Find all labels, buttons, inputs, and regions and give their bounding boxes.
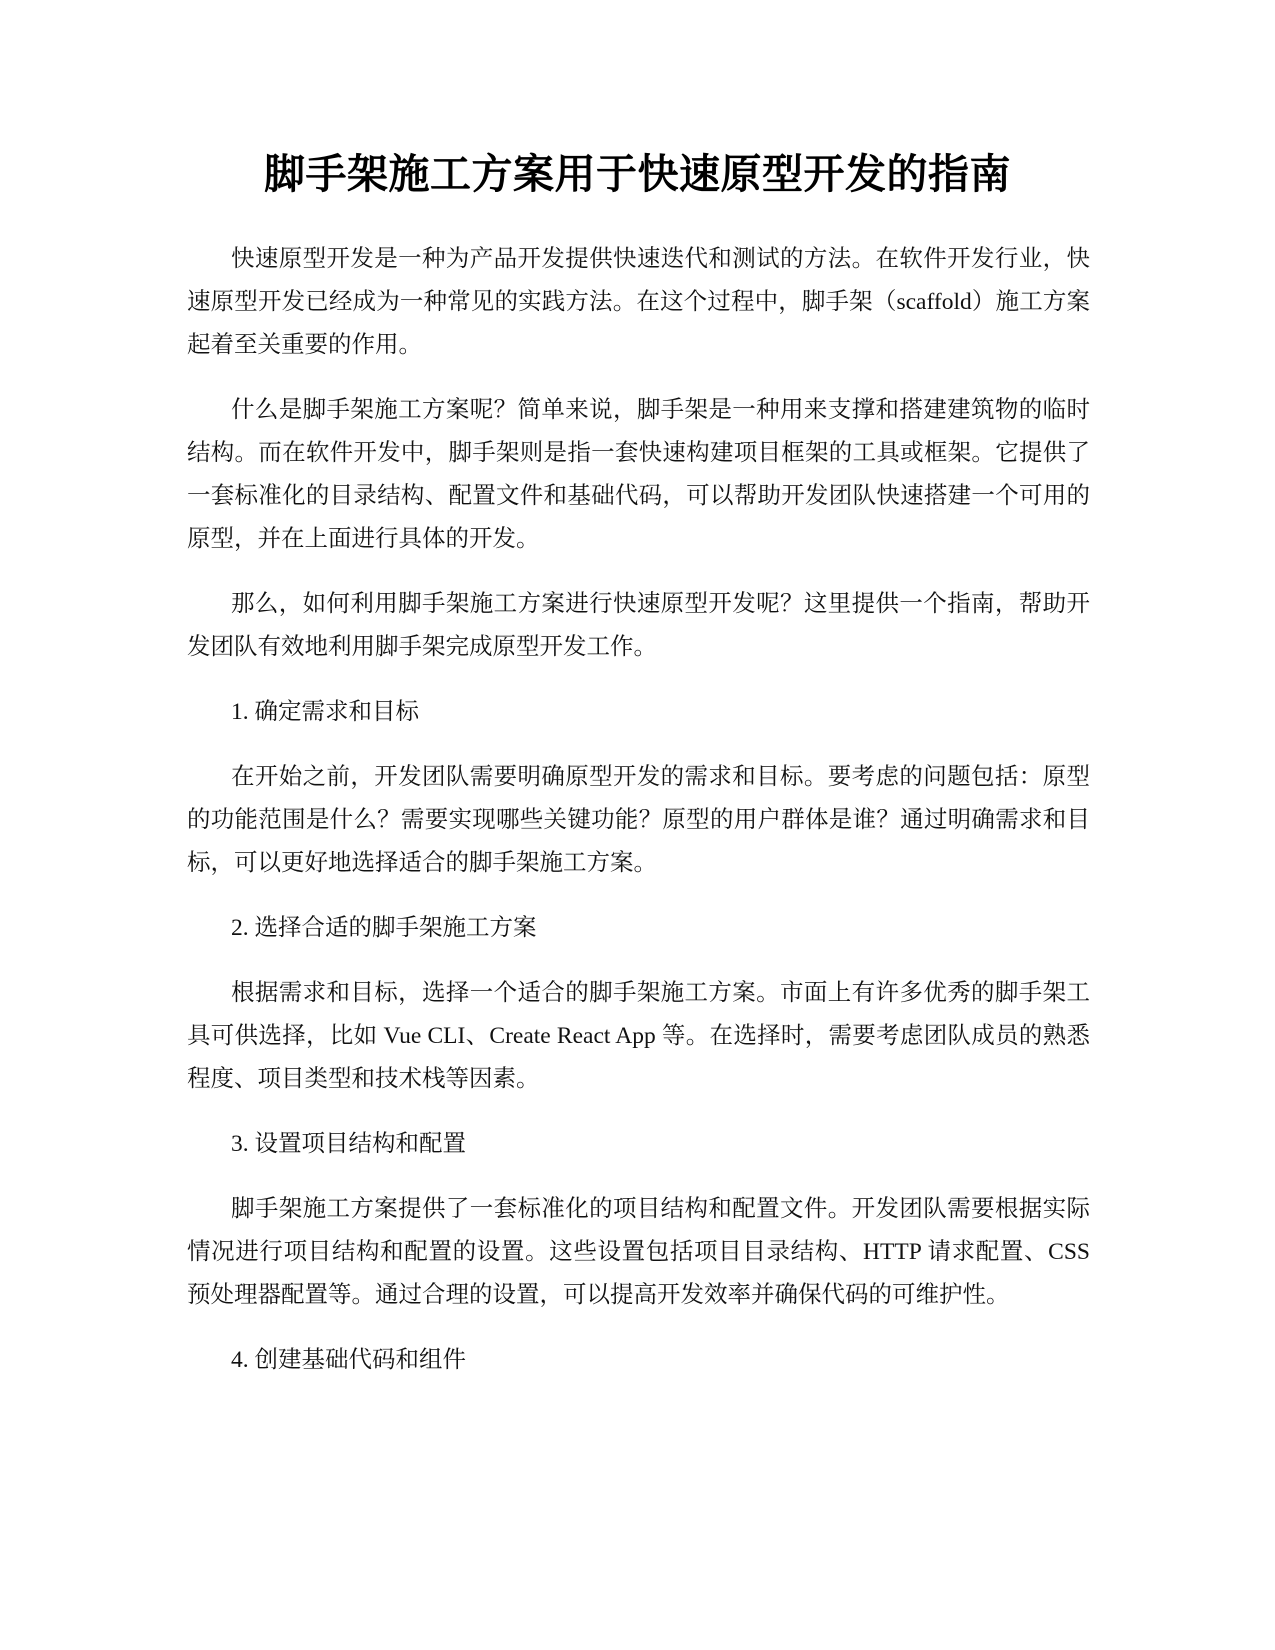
section-heading: 1. 确定需求和目标	[231, 699, 419, 725]
intro-paragraph: 快速原型开发是一种为产品开发提供快速迭代和测试的方法。在软件开发行业，快速原型开发已经成为一种常见的实践方法。在这个过程中，脚手架（scaffold）施工方案起着至关重要的作用。	[187, 246, 1090, 358]
intro-paragraph: 什么是脚手架施工方案呢？简单来说，脚手架是一种用来支撑和搭建建筑物的临时结构。而在软件开发中，脚手架则是指一套快速构建项目框架的工具或框架。它提供了一套标准化的目录结构、配置文件和基础代码，可以帮助开发团队快速搭建一个可用的原型，并在上面进行具体的开发。	[187, 397, 1090, 552]
intro-paragraph: 那么，如何利用脚手架施工方案进行快速原型开发呢？这里提供一个指南，帮助开发团队有效地利用脚手架完成原型开发工作。	[187, 591, 1090, 660]
document-title: 脚手架施工方案用于快速原型开发的指南	[264, 150, 1011, 198]
section-heading: 3. 设置项目结构和配置	[231, 1131, 466, 1157]
section-paragraph: 在开始之前，开发团队需要明确原型开发的需求和目标。要考虑的问题包括：原型的功能范围是什么？需要实现哪些关键功能？原型的用户群体是谁？通过明确需求和目标，可以更好地选择适合的脚手架施工方案。	[187, 764, 1090, 876]
document-body	[187, 238, 1090, 1404]
section-heading: 4. 创建基础代码和组件	[231, 1347, 466, 1373]
section-paragraph: 根据需求和目标，选择一个适合的脚手架施工方案。市面上有许多优秀的脚手架工具可供选择，比如 Vue CLI、Create React App 等。在选择时，需要考虑团队成员的熟悉程度、项目类型和技术栈等因素。	[187, 980, 1090, 1092]
section-paragraph: 脚手架施工方案提供了一套标准化的项目结构和配置文件。开发团队需要根据实际情况进行项目结构和配置的设置。这些设置包括项目目录结构、HTTP 请求配置、CSS 预处理器配置等。通过合理的设置，可以提高开发效率并确保代码的可维护性。	[187, 1196, 1090, 1308]
section-heading: 2. 选择合适的脚手架施工方案	[231, 915, 537, 941]
